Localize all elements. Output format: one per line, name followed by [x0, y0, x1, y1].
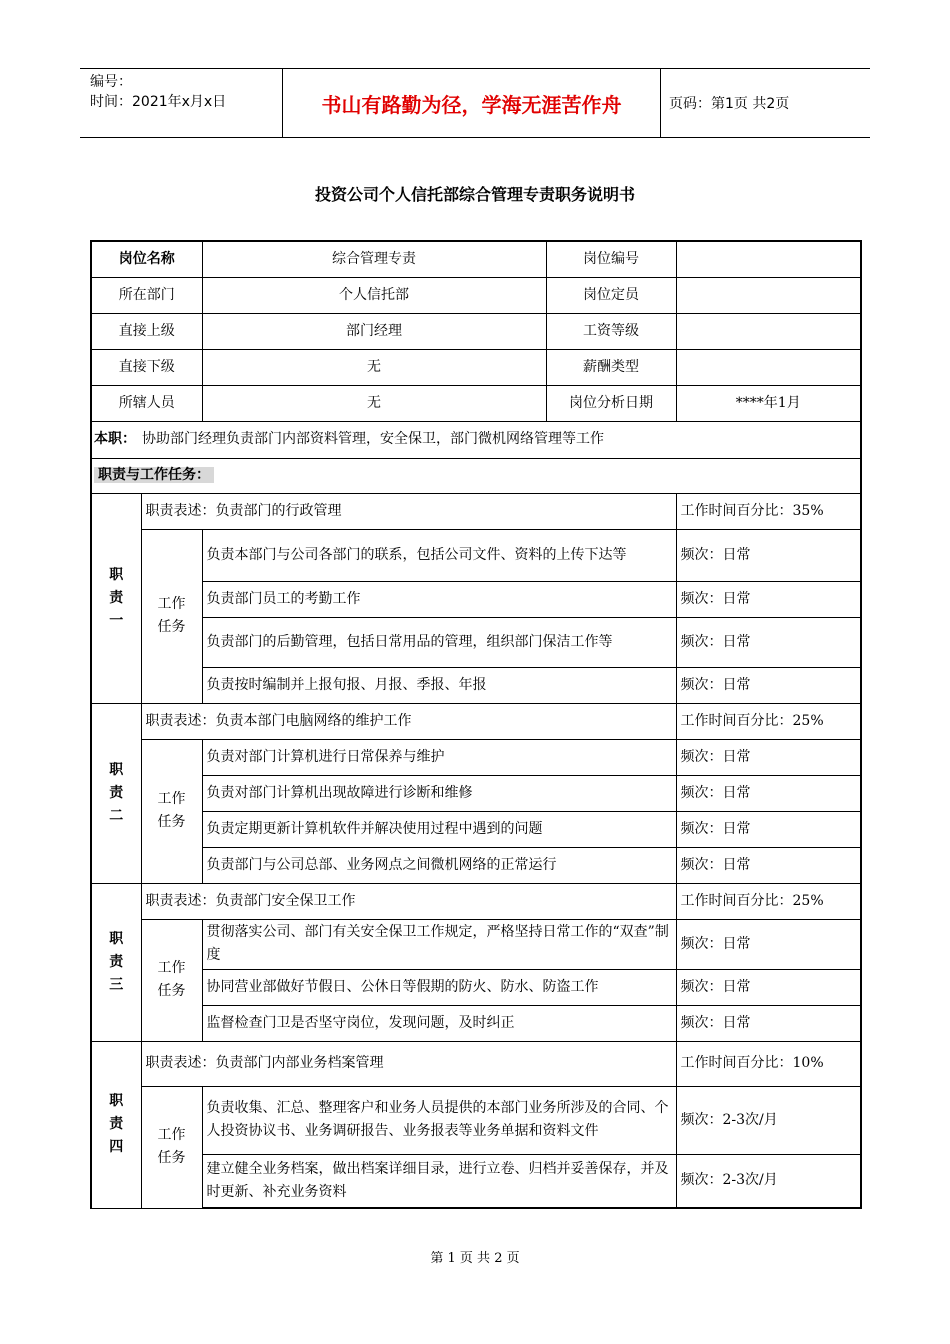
basic-info-row: [91, 313, 861, 349]
task-frequency: 频次：日常: [676, 919, 861, 969]
task-text: 负责按时编制并上报旬报、月报、季报、年报: [202, 667, 676, 703]
duty-statement-row: [91, 883, 861, 919]
field-value: 无: [202, 385, 546, 421]
header-meta: [80, 69, 283, 137]
duty-statement: 职责表述：负责部门内部业务档案管理: [141, 1041, 676, 1086]
task-frequency: 频次：日常: [676, 581, 861, 617]
summary-row: [91, 421, 861, 458]
task-row: [91, 739, 861, 775]
task-label-text: 工作任务: [157, 1127, 186, 1166]
duty-statement-row: [91, 493, 861, 529]
basic-info-row: [91, 277, 861, 313]
field-label: 薪酬类型: [546, 349, 676, 385]
job-description-table: [90, 240, 862, 1209]
duty-label-text: 职责二: [109, 761, 124, 824]
task-frequency: 频次：日常: [676, 775, 861, 811]
task-row: [91, 581, 861, 617]
field-value: 部门经理: [202, 313, 546, 349]
duty-label-text: 职责一: [109, 566, 124, 629]
task-frequency: 频次：日常: [676, 847, 861, 883]
task-text: 负责部门与公司总部、业务网点之间微机网络的正常运行: [202, 847, 676, 883]
field-label: 直接下级: [91, 349, 202, 385]
duty-statement: 职责表述：负责本部门电脑网络的维护工作: [141, 703, 676, 739]
task-row: [91, 667, 861, 703]
task-text: 负责收集、汇总、整理客户和业务人员提供的本部门业务所涉及的合同、个人投资协议书、业务调研报告、业务报表等业务单据和资料文件: [202, 1086, 676, 1154]
task-row: [91, 1005, 861, 1041]
task-text: 监督检查门卫是否坚守岗位，发现问题，及时纠正: [202, 1005, 676, 1041]
duty-statement-row: [91, 1041, 861, 1086]
duty-label: [91, 1041, 141, 1208]
duty-label-text: 职责四: [109, 1093, 124, 1155]
field-value: [676, 313, 861, 349]
task-label-text: 工作任务: [157, 960, 186, 999]
task-text: 负责部门的后勤管理，包括日常用品的管理，组织部门保洁工作等: [202, 617, 676, 667]
field-label: 直接上级: [91, 313, 202, 349]
task-text: 贯彻落实公司、部门有关安全保卫工作规定，严格坚持日常工作的“双查”制度: [202, 919, 676, 969]
task-text: 负责部门员工的考勤工作: [202, 581, 676, 617]
document-title: 投资公司个人信托部综合管理专责职务说明书: [314, 185, 635, 204]
task-frequency: 频次：2-3次/月: [676, 1154, 861, 1208]
task-row: [91, 775, 861, 811]
field-value: 综合管理专责: [202, 241, 546, 277]
task-text: 负责定期更新计算机软件并解决使用过程中遇到的问题: [202, 811, 676, 847]
field-value: [676, 349, 861, 385]
basic-info-row: [91, 241, 861, 277]
task-row: [91, 919, 861, 969]
doc-number-label: 编号：: [90, 74, 132, 90]
duty-percent: 工作时间百分比：10%: [676, 1041, 861, 1086]
field-value: ****年1月: [676, 385, 861, 421]
task-row: [91, 1154, 861, 1208]
task-row: [91, 969, 861, 1005]
task-label-text: 工作任务: [157, 596, 186, 635]
field-label: 岗位编号: [546, 241, 676, 277]
basic-info-row: [91, 349, 861, 385]
duty-statement: 职责表述：负责部门的行政管理: [141, 493, 676, 529]
task-row: [91, 847, 861, 883]
task-frequency: 频次：日常: [676, 739, 861, 775]
field-label: 所辖人员: [91, 385, 202, 421]
task-frequency: 频次：日常: [676, 667, 861, 703]
duty-label: [91, 883, 141, 1041]
task-row: [91, 529, 861, 581]
task-label: [141, 919, 202, 1041]
page-footer: 第 1 页 共 2 页: [430, 1251, 520, 1266]
duty-label: [91, 493, 141, 703]
task-row: [91, 811, 861, 847]
task-text: 负责本部门与公司各部门的联系，包括公司文件、资料的上传下达等: [202, 529, 676, 581]
task-frequency: 频次：日常: [676, 617, 861, 667]
task-frequency: 频次：日常: [676, 1005, 861, 1041]
summary-cell: [91, 421, 861, 458]
field-label: 岗位定员: [546, 277, 676, 313]
duties-title: 职责与工作任务：: [94, 467, 214, 483]
duty-label: [91, 703, 141, 883]
task-text: 负责对部门计算机出现故障进行诊断和维修: [202, 775, 676, 811]
summary-text: 协助部门经理负责部门内部资料管理，安全保卫，部门微机网络管理等工作: [142, 431, 604, 447]
duty-statement-row: [91, 703, 861, 739]
duty-percent: 工作时间百分比：35%: [676, 493, 861, 529]
duty-percent: 工作时间百分比：25%: [676, 703, 861, 739]
summary-label: 本职：: [94, 431, 136, 447]
task-text: 负责对部门计算机进行日常保养与维护: [202, 739, 676, 775]
page-header: [80, 68, 870, 138]
task-label: [141, 529, 202, 703]
field-value: [676, 277, 861, 313]
field-label: 所在部门: [91, 277, 202, 313]
task-label: [141, 1086, 202, 1208]
duties-title-cell: [91, 458, 861, 493]
task-frequency: 频次：日常: [676, 811, 861, 847]
task-frequency: 频次：日常: [676, 969, 861, 1005]
task-row: [91, 1086, 861, 1154]
task-label: [141, 739, 202, 883]
header-page-info: 页码：第1页 共2页: [669, 96, 790, 112]
duty-percent: 工作时间百分比：25%: [676, 883, 861, 919]
field-value: 无: [202, 349, 546, 385]
field-label: 岗位名称: [91, 241, 202, 277]
duty-statement: 职责表述：负责部门安全保卫工作: [141, 883, 676, 919]
field-value: [676, 241, 861, 277]
header-motto: 书山有路勤为径，学海无涯苦作舟: [283, 69, 661, 137]
task-text: 协同营业部做好节假日、公休日等假期的防火、防水、防盗工作: [202, 969, 676, 1005]
doc-time-label: 时间：2021年x月x日: [90, 94, 227, 110]
task-row: [91, 617, 861, 667]
task-label-text: 工作任务: [157, 791, 186, 830]
task-text: 建立健全业务档案，做出档案详细目录，进行立卷、归档并妥善保存，并及时更新、补充业务资料: [202, 1154, 676, 1208]
duties-title-row: [91, 458, 861, 493]
field-value: 个人信托部: [202, 277, 546, 313]
field-label: 岗位分析日期: [546, 385, 676, 421]
basic-info-row: [91, 385, 861, 421]
task-frequency: 频次：日常: [676, 529, 861, 581]
duty-label-text: 职责三: [109, 930, 124, 993]
field-label: 工资等级: [546, 313, 676, 349]
task-frequency: 频次：2-3次/月: [676, 1086, 861, 1154]
